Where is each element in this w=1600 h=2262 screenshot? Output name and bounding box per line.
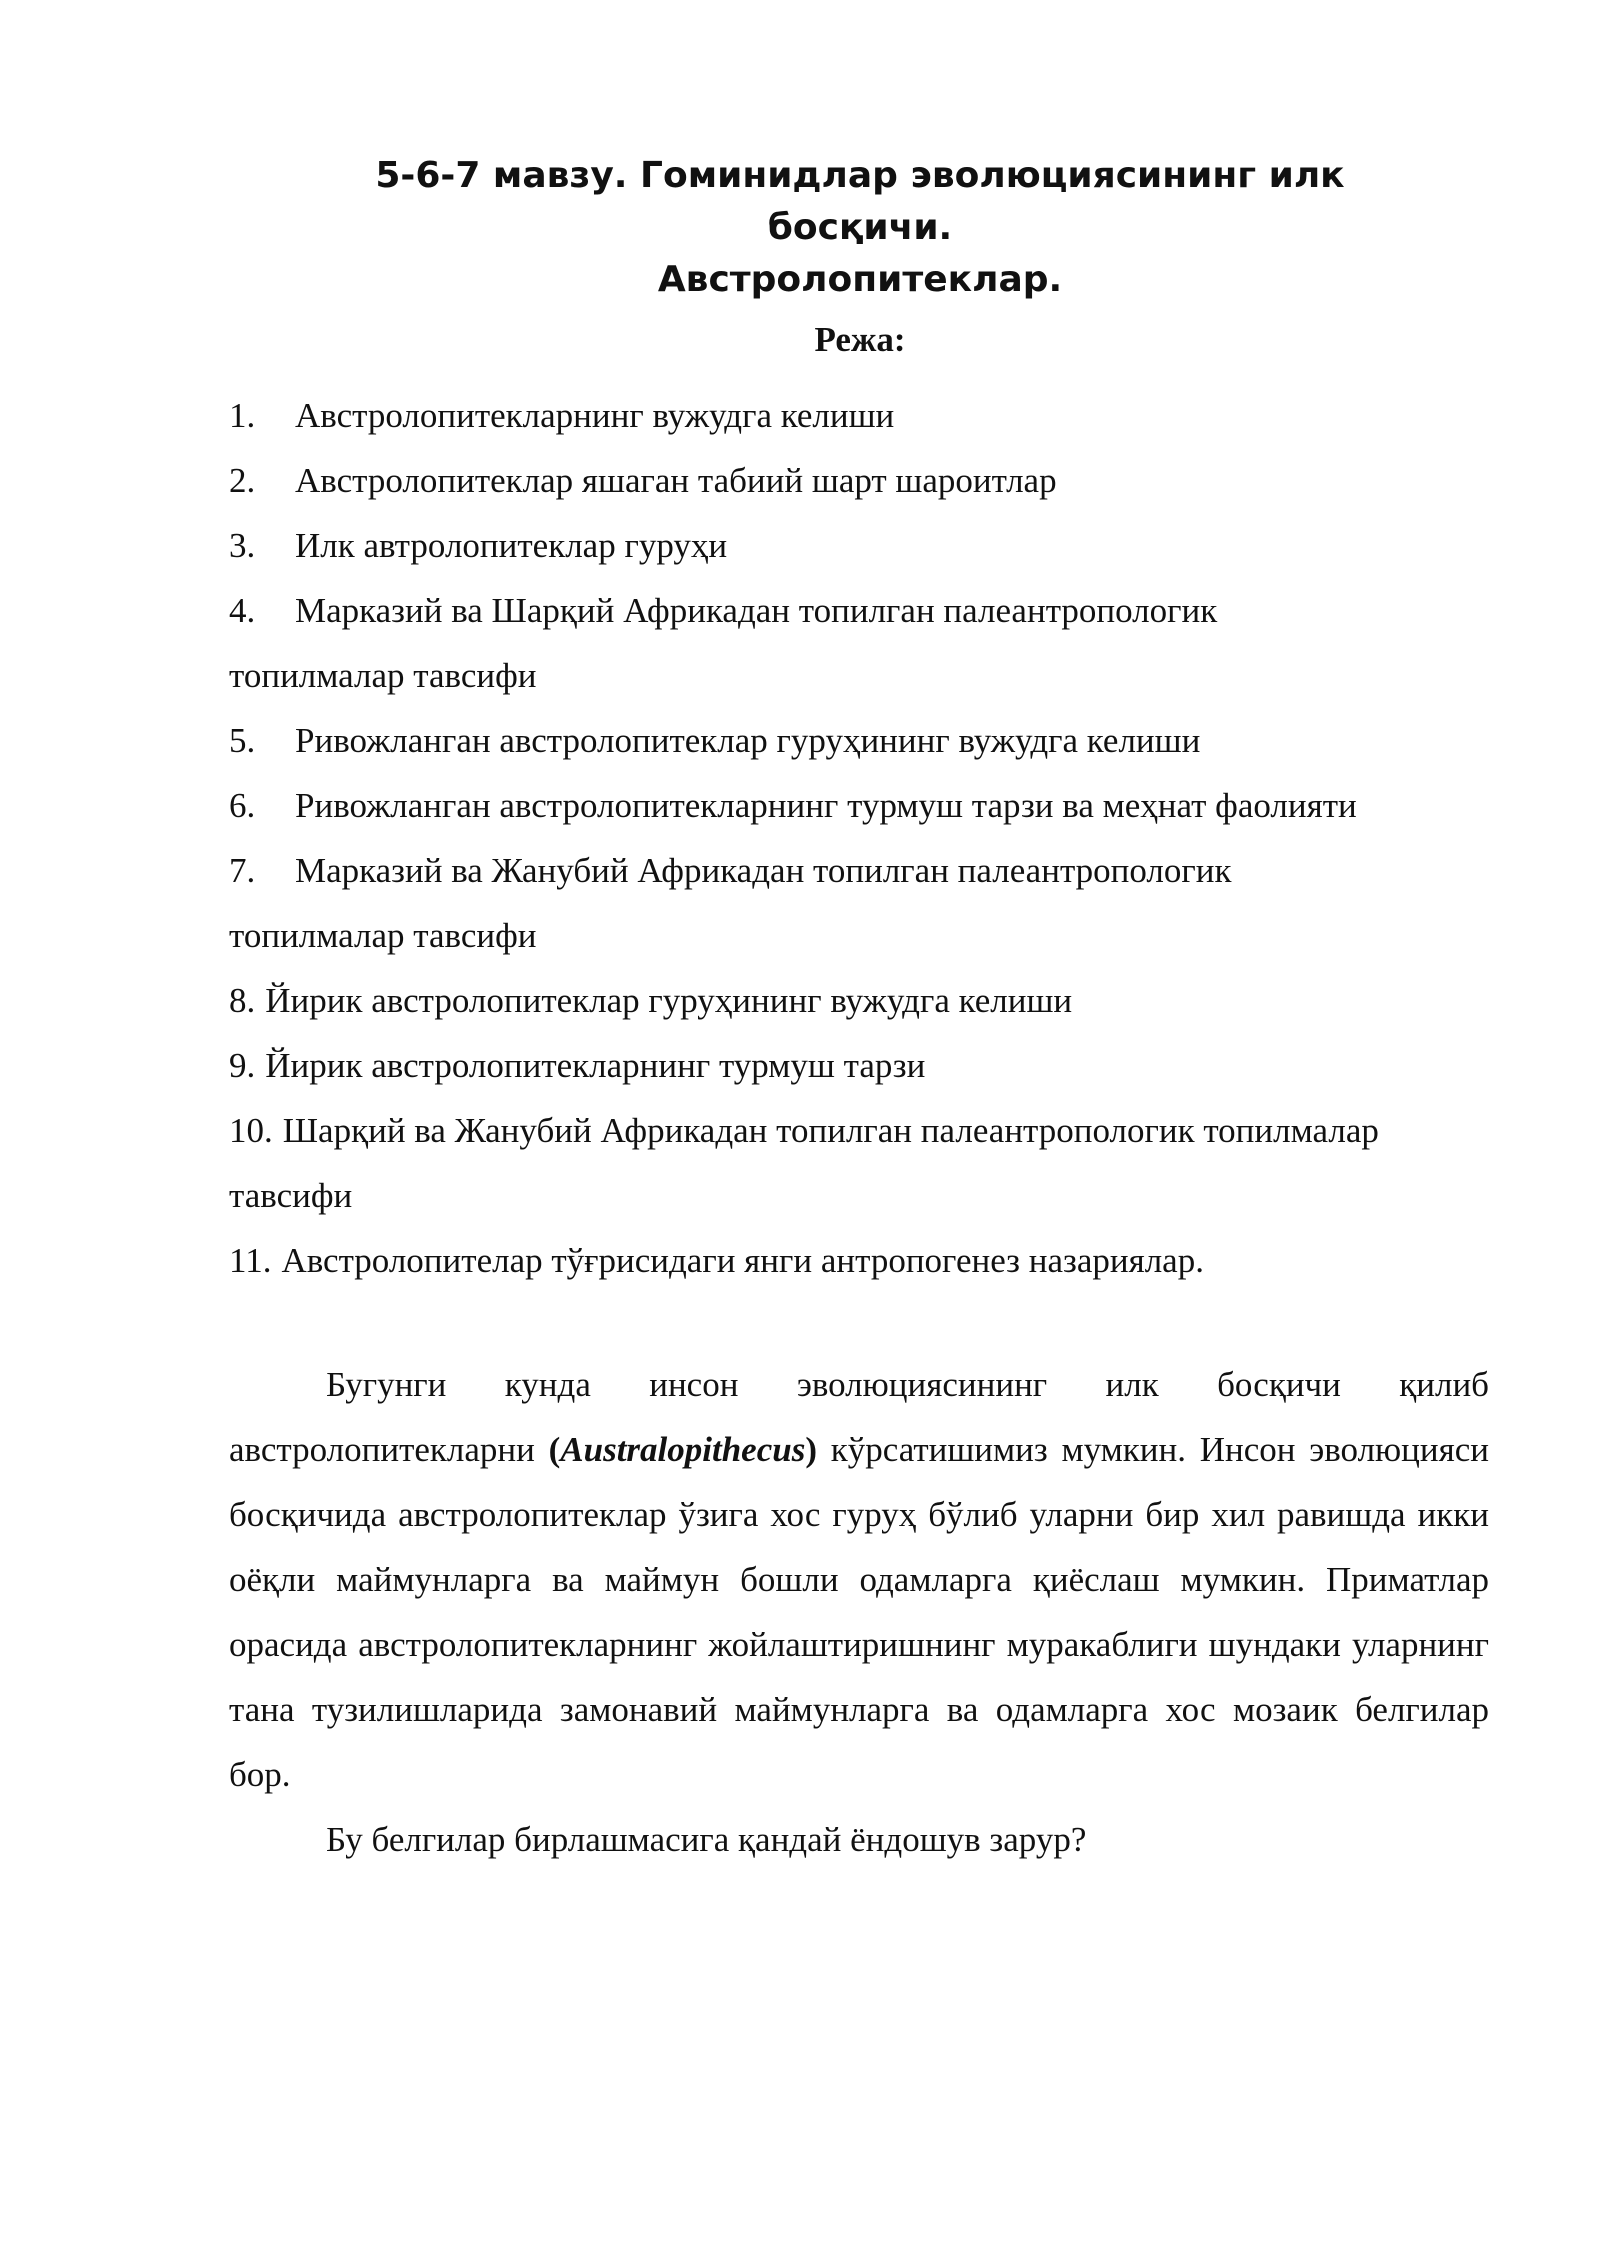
plan-item-continuation: тавсифи: [229, 1176, 353, 1215]
paren-open: (: [548, 1430, 561, 1469]
paragraph-text: Бугунги кунда инсон эволюциясининг илк босқичи қилиб австролопитекларни: [229, 1365, 1489, 1469]
plan-item-number: 11.: [229, 1241, 272, 1280]
plan-item-text: Марказий ва Шарқий Африкадан топилган палеантропологик: [295, 591, 1218, 630]
paragraph-text: кўрсатишимиз мумкин. Инсон эволюцияси босқичида австролопитеклар ўзига хос гуруҳ бўлиб уларни бир хил равишда икки оёқли маймунларга ва маймун бошли одамларга қиёслаш мумкин. Приматлар орасида австролопитекларнинг жойлаштиришнинг муракаблиги шундаки уларнинг тана тузилишларида замонавий маймунларга ва одамларга хос мозаик белгилар бор.: [229, 1430, 1490, 1794]
plan-item-text: Ривожланган австролопитеклар гуруҳининг вужудга келиши: [295, 721, 1201, 760]
plan-item: [229, 968, 1489, 1033]
plan-item-number: 8.: [229, 981, 256, 1020]
plan-item-number: 2.: [229, 461, 256, 500]
plan-item-number: 7.: [229, 851, 256, 890]
latin-term: Australopithecus: [560, 1430, 806, 1469]
plan-heading: Режа:: [814, 320, 906, 359]
plan-item: [229, 838, 1489, 903]
plan-item-number: 3.: [229, 526, 256, 565]
plan-item: [229, 773, 1489, 838]
document-title: [280, 150, 1440, 306]
plan-item-text: Йирик австролопитекларнинг турмуш тарзи: [265, 1046, 926, 1085]
plan-item-continuation: топилмалар тавсифи: [229, 656, 537, 695]
plan-item: [229, 1033, 1489, 1098]
plan-item-text: Австролопителар тўғрисидаги янги антропогенез назариялар.: [281, 1241, 1204, 1280]
paren-close: ): [805, 1430, 817, 1469]
plan-item-text: Марказий ва Жанубий Африкадан топилган палеантропологик: [295, 851, 1232, 890]
paragraph-question: Бу белгилар бирлашмасига қандай ёндошув зарур?: [326, 1820, 1087, 1859]
plan-item: [229, 708, 1489, 773]
plan-item-text: Ривожланган австролопитекларнинг турмуш тарзи ва меҳнат фаолияти: [295, 786, 1357, 825]
plan-item-text: Йирик австролопитеклар гуруҳининг вужудга келиши: [265, 981, 1073, 1020]
plan-item-number: 6.: [229, 786, 256, 825]
plan-item-continuation: топилмалар тавсифи: [229, 916, 537, 955]
plan-item-text: Илк автролопитеклар гуруҳи: [295, 526, 728, 565]
plan-item-text: Австролопитекларнинг вужудга келиши: [295, 396, 895, 435]
paragraph-intro: [229, 1352, 1489, 1807]
plan-item-number: 1.: [229, 396, 256, 435]
plan-item: [229, 513, 1489, 578]
body-text: [229, 1352, 1489, 1872]
plan-item: [229, 448, 1489, 513]
plan-item-number: 10.: [229, 1111, 273, 1150]
plan-item: [229, 383, 1489, 448]
plan-list: [229, 383, 1489, 1293]
plan-item-number: 9.: [229, 1046, 256, 1085]
plan-item-number: 5.: [229, 721, 256, 760]
plan-item: [229, 1228, 1489, 1293]
plan-item-text: Шарқий ва Жанубий Африкадан топилган палеантропологик топилмалар: [282, 1111, 1379, 1150]
title-line-1: 5-6-7 мавзу. Гоминидлар эволюциясининг илк босқичи.: [375, 155, 1345, 248]
plan-item-number: 4.: [229, 591, 256, 630]
title-line-2: Австролопитеклар.: [657, 259, 1063, 300]
plan-item-text: Австролопитеклар яшаган табиий шарт шароитлар: [295, 461, 1057, 500]
plan-item: [229, 1098, 1489, 1163]
plan-item: [229, 578, 1489, 643]
